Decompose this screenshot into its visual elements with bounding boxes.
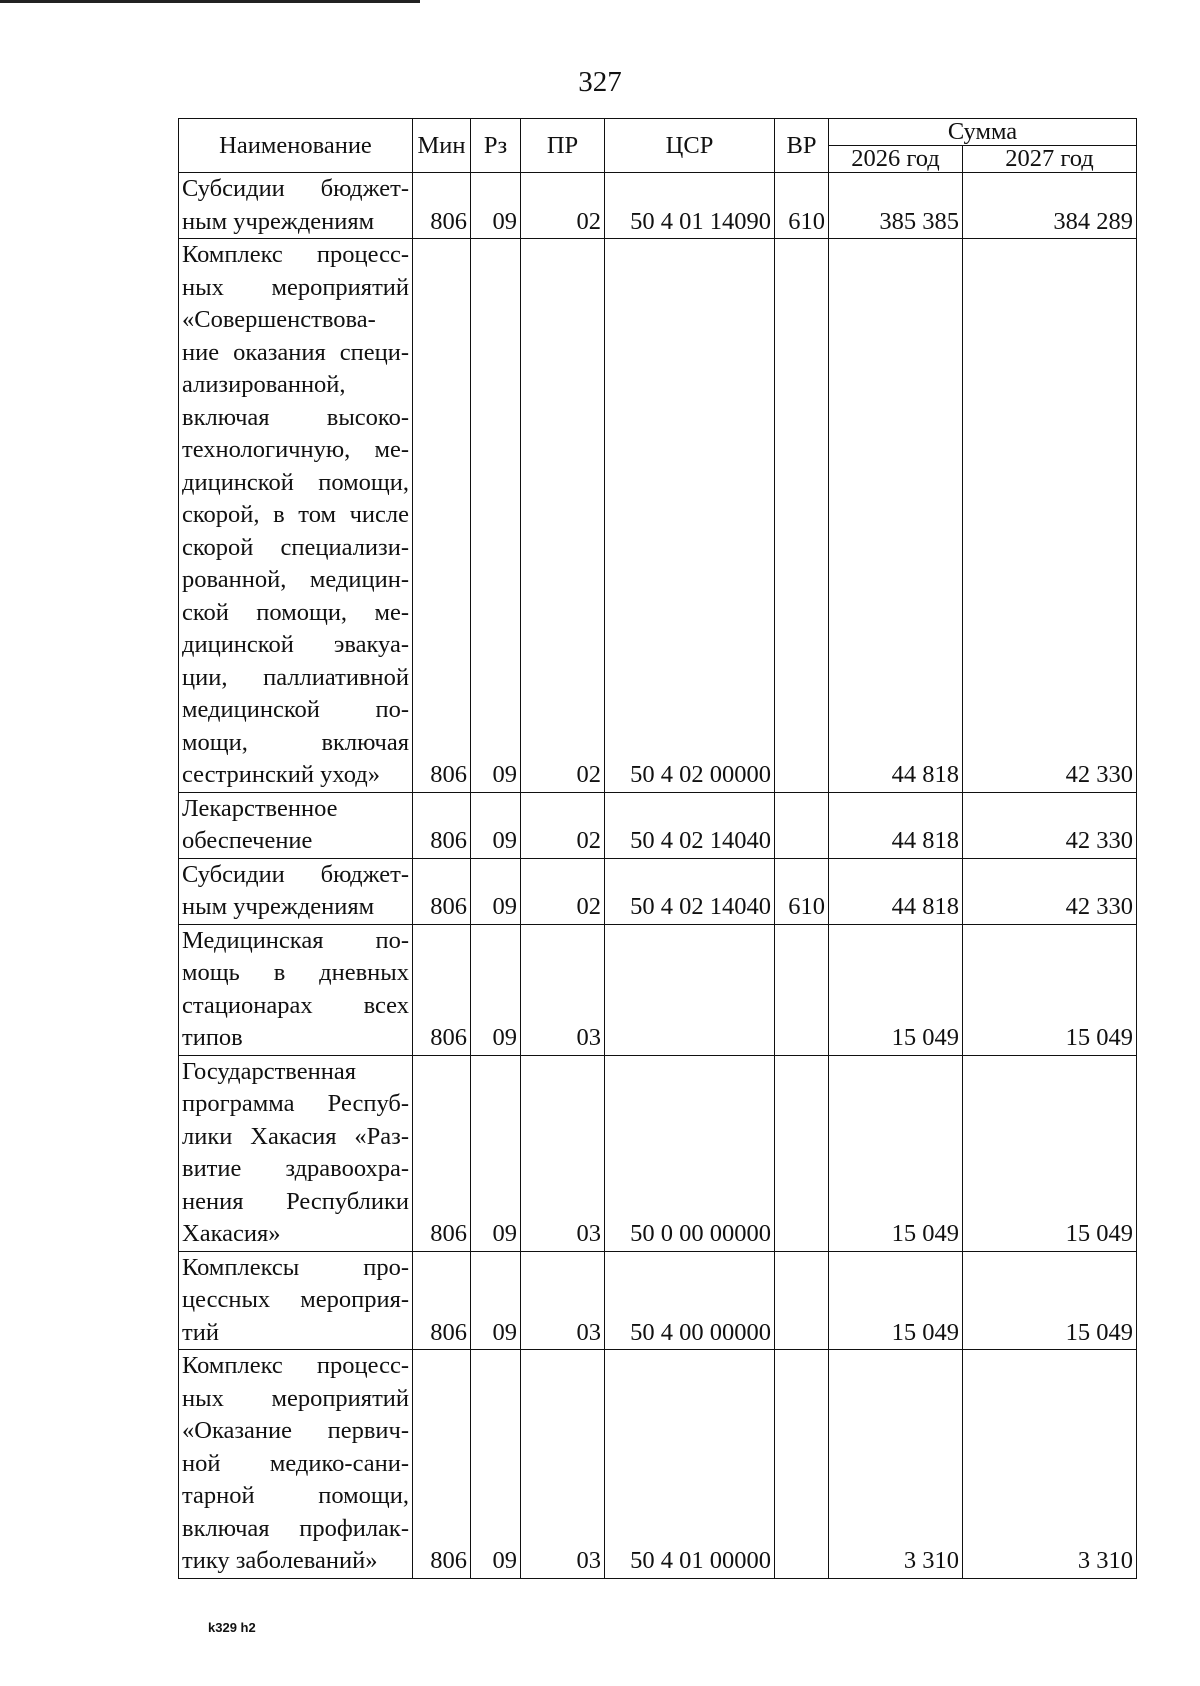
page-number: 327 [578, 66, 622, 98]
header-rz: Рз [471, 119, 521, 173]
cell-csr: 50 4 01 14090 [605, 173, 775, 239]
cell-amount-2026: 44 818 [829, 239, 963, 793]
cell-vr: 610 [775, 858, 829, 924]
cell-amount-2026: 44 818 [829, 858, 963, 924]
cell-name: Субсидии бюджет-ным учреждениям [179, 858, 413, 924]
cell-rz: 09 [471, 858, 521, 924]
cell-amount-2026: 3 310 [829, 1350, 963, 1579]
cell-min: 806 [413, 924, 471, 1055]
cell-min: 806 [413, 239, 471, 793]
cell-pr: 02 [521, 239, 605, 793]
cell-rz: 09 [471, 173, 521, 239]
top-border-line [0, 0, 420, 3]
cell-vr [775, 792, 829, 858]
cell-pr: 03 [521, 924, 605, 1055]
table-row [179, 173, 1137, 239]
table-body [179, 173, 1137, 1579]
table-row [179, 1251, 1137, 1350]
cell-csr: 50 4 02 14040 [605, 858, 775, 924]
cell-min: 806 [413, 1251, 471, 1350]
cell-csr: 50 0 00 00000 [605, 1055, 775, 1251]
cell-min: 806 [413, 1055, 471, 1251]
cell-min: 806 [413, 858, 471, 924]
header-year-2027: 2027 год [963, 146, 1137, 173]
cell-pr: 03 [521, 1055, 605, 1251]
header-pr: ПР [521, 119, 605, 173]
cell-csr [605, 924, 775, 1055]
cell-amount-2027: 42 330 [963, 858, 1137, 924]
cell-min: 806 [413, 1350, 471, 1579]
cell-amount-2026: 15 049 [829, 1055, 963, 1251]
cell-rz: 09 [471, 792, 521, 858]
cell-min: 806 [413, 792, 471, 858]
cell-amount-2027: 42 330 [963, 792, 1137, 858]
cell-name: Лекарственное обеспечение [179, 792, 413, 858]
cell-vr [775, 924, 829, 1055]
cell-amount-2026: 15 049 [829, 924, 963, 1055]
cell-csr: 50 4 02 00000 [605, 239, 775, 793]
cell-amount-2026: 385 385 [829, 173, 963, 239]
cell-csr: 50 4 00 00000 [605, 1251, 775, 1350]
header-year-2026: 2026 год [829, 146, 963, 173]
cell-rz: 09 [471, 1055, 521, 1251]
cell-vr [775, 239, 829, 793]
header-min: Мин [413, 119, 471, 173]
cell-rz: 09 [471, 924, 521, 1055]
table-row [179, 239, 1137, 793]
table-header [179, 119, 1137, 173]
cell-csr: 50 4 02 14040 [605, 792, 775, 858]
cell-rz: 09 [471, 1251, 521, 1350]
cell-name: Комплексы про-цессных мероприя-тий [179, 1251, 413, 1350]
table-row [179, 858, 1137, 924]
cell-amount-2027: 15 049 [963, 1055, 1137, 1251]
cell-amount-2027: 15 049 [963, 1251, 1137, 1350]
table-row [179, 1055, 1137, 1251]
cell-rz: 09 [471, 1350, 521, 1579]
cell-name: Медицинская по-мощь в дневных стационарах всех типов [179, 924, 413, 1055]
table-row [179, 792, 1137, 858]
budget-table [178, 118, 1137, 1579]
cell-amount-2026: 15 049 [829, 1251, 963, 1350]
cell-name: Комплекс процесс-ных мероприятий «Оказание первич-ной медико-сани-тарной помощи, включая профилак-тику заболеваний» [179, 1350, 413, 1579]
cell-rz: 09 [471, 239, 521, 793]
cell-pr: 03 [521, 1350, 605, 1579]
cell-min: 806 [413, 173, 471, 239]
cell-amount-2027: 384 289 [963, 173, 1137, 239]
cell-pr: 03 [521, 1251, 605, 1350]
cell-csr: 50 4 01 00000 [605, 1350, 775, 1579]
cell-vr: 610 [775, 173, 829, 239]
cell-vr [775, 1350, 829, 1579]
cell-amount-2027: 42 330 [963, 239, 1137, 793]
cell-vr [775, 1251, 829, 1350]
table-row [179, 1350, 1137, 1579]
cell-name: Комплекс процесс-ных мероприятий «Совершенствова-ние оказания специ-ализированной, включая высоко-технологичную, ме-дицинской помощи, скорой, в том числе скорой специализи-рованной, медицин-ской помощи, ме-дицинской эвакуа-ции, паллиативной медицинской по-мощи, включая сестринский уход» [179, 239, 413, 793]
header-sum: Сумма [829, 119, 1137, 146]
footer-code: k329 h2 [208, 1620, 256, 1635]
table-row [179, 924, 1137, 1055]
cell-pr: 02 [521, 858, 605, 924]
cell-pr: 02 [521, 173, 605, 239]
header-name: Наименование [179, 119, 413, 173]
cell-amount-2026: 44 818 [829, 792, 963, 858]
cell-amount-2027: 3 310 [963, 1350, 1137, 1579]
header-vr: ВР [775, 119, 829, 173]
cell-vr [775, 1055, 829, 1251]
cell-amount-2027: 15 049 [963, 924, 1137, 1055]
cell-pr: 02 [521, 792, 605, 858]
cell-name: Государственная программа Респуб-лики Хакасия «Раз-витие здравоохра-нения Республики Хакасия» [179, 1055, 413, 1251]
header-csr: ЦСР [605, 119, 775, 173]
cell-name: Субсидии бюджет-ным учреждениям [179, 173, 413, 239]
